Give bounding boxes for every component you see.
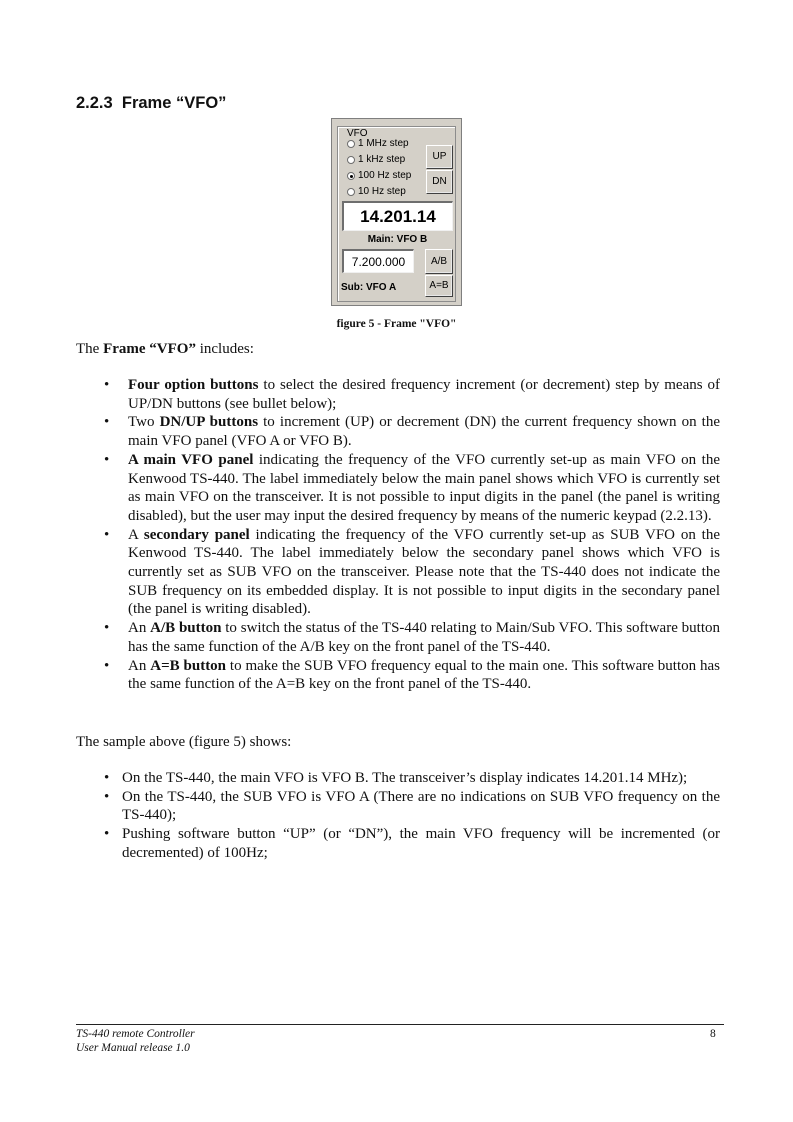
radio-1khz-step[interactable] — [347, 154, 405, 166]
section-heading — [76, 94, 226, 113]
radio-100hz-step[interactable] — [347, 170, 411, 182]
up-button[interactable]: UP — [426, 145, 453, 169]
list-item: • An A/B button to switch the status of the TS-440 relating to Main/Sub VFO. This software button has the same function of the A/B key on the front panel of the TS-440. — [76, 619, 720, 656]
sub-vfo-display: 7.200.000 — [342, 249, 414, 273]
dn-button[interactable]: DN — [426, 170, 453, 194]
radio-icon[interactable] — [347, 188, 355, 196]
intro-text: The — [76, 341, 104, 357]
sample-list — [76, 769, 720, 863]
intro-paragraph — [76, 340, 720, 359]
footer-line-2: User Manual release 1.0 — [76, 1042, 190, 1054]
radio-label: 1 MHz step — [358, 138, 409, 149]
radio-label: 10 Hz step — [358, 186, 406, 197]
figure-caption: figure 5 - Frame "VFO" — [336, 318, 457, 330]
list-item: • On the TS-440, the main VFO is VFO B. The transceiver’s display indicates 14.201.14 MHz); — [76, 769, 720, 788]
radio-10hz-step[interactable] — [347, 186, 406, 198]
ab-button[interactable]: A/B — [425, 249, 453, 274]
footer-title — [76, 1027, 195, 1055]
intro-bold: Frame “VFO” — [103, 341, 196, 357]
radio-icon[interactable] — [347, 140, 355, 148]
sub-vfo-label: Sub: VFO A — [341, 282, 397, 293]
sample-intro: The sample above (figure 5) shows: — [76, 734, 292, 750]
radio-label: 100 Hz step — [358, 170, 412, 181]
footer-line-1: TS-440 remote Controller — [76, 1028, 195, 1040]
list-item: • A secondary panel indicating the frequency of the VFO currently set-up as SUB VFO on the Kenwood TS-440. The label immediately below the secondary panel shows which VFO is currently set as SUB VFO on the transceiver. Please note that the TS-440 does not indicate the SUB frequency on its embedded display. It is not possible to input digits in the secondary panel (the panel is writing disabled). — [76, 526, 720, 620]
section-number: 2.2.3 — [76, 94, 113, 112]
radio-1mhz-step[interactable] — [347, 138, 409, 150]
list-item: • An A=B button to make the SUB VFO frequency equal to the main one. This software button has the same function of the A=B key on the front panel of the TS-440. — [76, 657, 720, 694]
radio-icon[interactable] — [347, 156, 355, 164]
main-vfo-display: 14.201.14 — [342, 201, 453, 231]
list-item: • A main VFO panel indicating the frequency of the VFO currently set-up as main VFO on the Kenwood TS-440. The label immediately below the main panel shows which VFO is currently set as main VFO on the transceiver. It is not possible to input digits in the panel (the panel is writing disabled), but the user may input the desired frequency by means of the numeric keypad (2.2.13). — [76, 451, 720, 526]
list-item: • Four option buttons to select the desired frequency increment (or decrement) step by means of UP/DN buttons (see bullet below); — [76, 376, 720, 413]
page-number: 8 — [710, 1028, 716, 1040]
a-equals-b-button[interactable]: A=B — [425, 275, 453, 297]
vfo-frame-figure — [331, 118, 462, 306]
features-list — [76, 376, 720, 694]
list-item: • Two DN/UP buttons to increment (UP) or decrement (DN) the current frequency shown on the main VFO panel (VFO A or VFO B). — [76, 413, 720, 450]
section-title: Frame “VFO” — [121, 94, 227, 112]
list-item: • Pushing software button “UP” (or “DN”), the main VFO frequency will be incremented (or decremented) of 100Hz; — [76, 825, 720, 862]
radio-label: 1 kHz step — [358, 154, 406, 165]
vfo-groupbox — [337, 126, 456, 302]
main-vfo-label: Main: VFO B — [367, 234, 428, 245]
list-item: • On the TS-440, the SUB VFO is VFO A (There are no indications on SUB VFO frequency on the TS-440); — [76, 788, 720, 825]
vfo-legend: VFO — [347, 128, 368, 139]
intro-text-end: includes: — [195, 341, 254, 357]
footer-divider — [76, 1024, 724, 1025]
radio-selected-icon[interactable] — [347, 172, 355, 180]
